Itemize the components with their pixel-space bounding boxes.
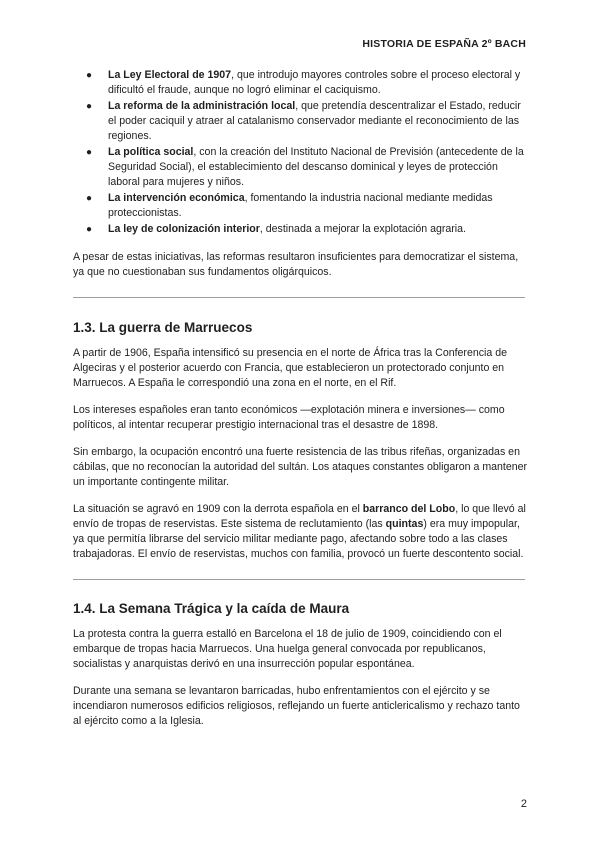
list-item (73, 145, 528, 190)
list-item-title: La política social (108, 146, 194, 158)
text-run: ) era muy impopular, ya que permitía librarse del servicio militar mediante pago, afectando sobre todo a las clases trabajadoras. El envío de reservistas, muchos con familia, provocó un fuerte descontento social. (73, 518, 524, 560)
paragraph (73, 502, 528, 562)
paragraph: La protesta contra la guerra estalló en Barcelona el 18 de julio de 1909, coincidiendo con el embarque de tropas hacia Marruecos. Una huelga general convocada por republicanos, socialistas y anarquistas derivó en una insurrección popular espontánea. (73, 628, 502, 670)
list-item (73, 191, 528, 221)
list-item-text: , destinada a mejorar la explotación agraria. (259, 223, 466, 235)
list-item-title: La intervención económica (108, 192, 245, 204)
paragraph: A partir de 1906, España intensificó su presencia en el norte de África tras la Conferencia de Algeciras y el posterior acuerdo con Francia, que establecieron un protectorado conjunto en Marruecos. A España le correspondió una zona en el norte, en el Rif. (73, 347, 508, 389)
list-item (73, 222, 528, 237)
paragraph: Sin embargo, la ocupación encontró una fuerte resistencia de las tribus rifeñas, organizadas en cábilas, que no reconocían la autoridad del sultán. Los ataques constantes obligaron a mantener un importante contingente militar. (73, 446, 528, 488)
list-item (73, 99, 528, 144)
paragraph: Los intereses españoles eran tanto económicos —explotación minera e inversiones— como políticos, al intentar recuperar prestigio internacional tras el desastre de 1898. (73, 404, 505, 431)
bullet-icon: ● (86, 147, 93, 158)
bold-term: barranco del Lobo (362, 503, 456, 515)
page-number: 2 (520, 798, 527, 810)
section-divider (73, 297, 525, 298)
list-item-title: La Ley Electoral de 1907 (108, 69, 232, 81)
paragraph: Durante una semana se levantaron barricadas, hubo enfrentamientos con el ejército y se incendiaron numerosos edificios religiosos, reflejando un fuerte anticlericalismo y rechazo tanto al ejército como a la Iglesia. (73, 685, 520, 727)
page-content (73, 68, 528, 729)
section-divider (73, 579, 525, 580)
reform-list (73, 68, 528, 237)
bullet-icon: ● (86, 70, 93, 81)
section-heading: 1.4. La Semana Trágica y la caída de Maura (73, 601, 350, 616)
list-item (73, 68, 528, 98)
list-item-text: , que introdujo mayores controles sobre el proceso electoral y dificultó el fraude, aunque no logró eliminar el caciquismo. (108, 69, 521, 96)
list-item-title: La ley de colonización interior (108, 223, 260, 235)
list-item-title: La reforma de la administración local (108, 100, 296, 112)
list-item-text: , con la creación del Instituto Nacional de Previsión (antecedente de la Seguridad Social), el establecimiento del descanso dominical y leyes de protección laboral para mujeres y niños. (108, 146, 524, 188)
list-item-text: , que pretendía descentralizar el Estado, reducir el poder caciquil y atraer al catalanismo conservador mediante el reconocimiento de las regiones. (108, 100, 521, 142)
list-item-text: , fomentando la industria nacional mediante medidas proteccionistas. (108, 192, 493, 219)
bold-term: quintas (385, 518, 424, 530)
page-header: HISTORIA DE ESPAÑA 2º BACH (362, 38, 526, 50)
bullet-icon: ● (86, 101, 93, 112)
bullet-icon: ● (86, 193, 93, 204)
intro-closing-paragraph: A pesar de estas iniciativas, las reformas resultaron insuficientes para democratizar el sistema, ya que no cuestionaban sus fundamentos oligárquicos. (73, 251, 519, 278)
text-run: La situación se agravó en 1909 con la derrota española en el (73, 503, 363, 515)
bullet-icon: ● (86, 224, 93, 235)
text-run: , lo que llevó al envío de tropas de reservistas. Este sistema de reclutamiento (las (73, 503, 526, 530)
section-heading: 1.3. La guerra de Marruecos (73, 320, 253, 335)
